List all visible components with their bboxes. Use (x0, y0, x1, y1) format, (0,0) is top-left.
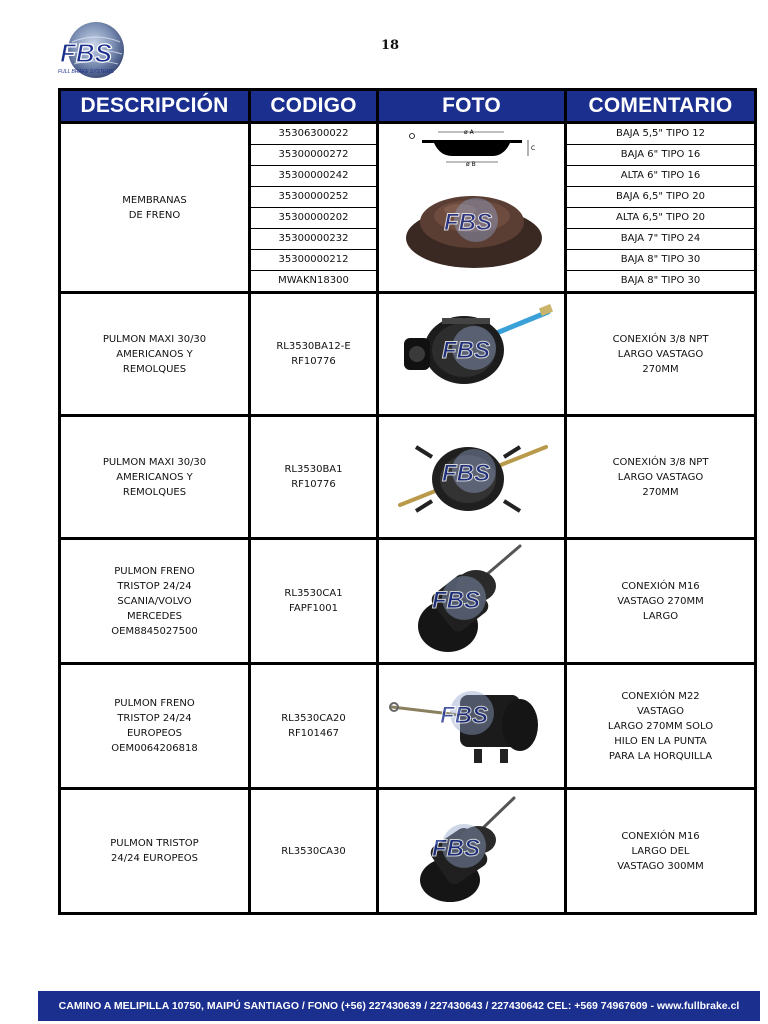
description-cell (60, 123, 250, 293)
code-value: RL3530CA1 (284, 588, 343, 599)
comment-cell (566, 664, 756, 789)
code-value: RL3530BA12-E (276, 341, 351, 352)
fbs-logo (54, 20, 132, 82)
comment-value: BAJA 5,5" TIPO 12 (567, 124, 754, 145)
description-line: OEM8845027500 (111, 625, 198, 637)
description-line: TRISTOP 24/24 (117, 580, 192, 592)
comment-cell (566, 789, 756, 914)
code-value: RL3530BA1 (284, 464, 343, 475)
code-value: 35300000232 (251, 229, 376, 250)
code-value: 35300000242 (251, 166, 376, 187)
tristop-chamber-photo (380, 665, 564, 783)
description-line: MEMBRANAS (122, 194, 187, 206)
code-value: 35300000212 (251, 250, 376, 271)
svg-text:FBS: FBS (431, 835, 480, 862)
comment-line: LARGO VASTAGO (617, 348, 704, 360)
photo-cell (378, 664, 566, 789)
photo-cell (378, 123, 566, 293)
code-value: 35306300022 (251, 124, 376, 145)
svg-text:C: C (530, 144, 535, 152)
table-row (60, 123, 756, 293)
comment-value: BAJA 8" TIPO 30 (620, 275, 701, 286)
code-value: MWAKN18300 (278, 275, 349, 286)
description-line: REMOLQUES (122, 486, 187, 498)
comment-value: BAJA 7" TIPO 24 (567, 229, 754, 250)
comment-cell (566, 123, 756, 293)
description-cell (60, 789, 250, 914)
description-line: MERCEDES (126, 610, 183, 622)
description-cell (60, 664, 250, 789)
comment-line: CONEXIÓN 3/8 NPT (612, 456, 709, 468)
comment-line: CONEXIÓN M16 (621, 580, 700, 592)
description-line: TRISTOP 24/24 (117, 713, 192, 724)
code-cell (250, 416, 378, 539)
header-descripcion: DESCRIPCIÓN (60, 90, 250, 123)
code-value: RL3530CA20 (281, 713, 346, 724)
code-value: RL3530CA30 (281, 845, 346, 857)
comment-line: VASTAGO (636, 705, 684, 717)
description-line: OEM0064206818 (111, 743, 198, 754)
svg-text:FULL BRAKE SYSTEMS: FULL BRAKE SYSTEMS (58, 69, 114, 75)
code-value: 35300000202 (251, 208, 376, 229)
membrane-photo (380, 126, 564, 286)
page-number: 18 (380, 38, 400, 53)
photo-cell (378, 789, 566, 914)
description-line: AMERICANOS Y (116, 471, 193, 483)
header-comentario: COMENTARIO (566, 90, 756, 123)
comment-line: CONEXIÓN M16 (621, 830, 700, 842)
comment-line: PARA LA HORQUILLA (608, 750, 713, 762)
comment-cell (566, 539, 756, 664)
comment-line: VASTAGO 270MM (617, 595, 704, 607)
svg-text:FBS: FBS (431, 587, 480, 614)
description-line: 24/24 EUROPEOS (110, 853, 199, 864)
watermark-logo (440, 691, 494, 735)
svg-text:FBS: FBS (443, 208, 492, 236)
description-line: PULMON MAXI 30/30 (102, 456, 207, 468)
comment-line: 270MM (642, 363, 679, 375)
svg-text:FBS: FBS (439, 702, 488, 729)
photo-cell (378, 539, 566, 664)
comment-line: HILO EN LA PUNTA (614, 735, 707, 747)
comment-line: CONEXIÓN 3/8 NPT (612, 333, 709, 345)
code-value: RF10776 (291, 479, 336, 490)
description-line: SCANIA/VOLVO (117, 595, 192, 607)
code-value: RF10776 (291, 356, 336, 367)
description-line: EUROPEOS (126, 728, 183, 739)
svg-text:FBS: FBS (60, 38, 112, 68)
code-cell (250, 293, 378, 416)
header-codigo: CODIGO (250, 90, 378, 123)
svg-text:FBS: FBS (441, 460, 490, 487)
description-line: PULMON FRENO (114, 565, 195, 577)
description-line: DE FRENO (128, 209, 181, 221)
code-value: 35300000252 (251, 187, 376, 208)
comment-line: LARGO 270MM SOLO (607, 720, 714, 732)
code-cell (250, 664, 378, 789)
comment-cell (566, 293, 756, 416)
watermark-logo (432, 576, 486, 620)
header-row (60, 90, 756, 123)
svg-text:ø B: ø B (465, 160, 476, 168)
comment-line: LARGO DEL (631, 845, 690, 857)
comment-line: LARGO VASTAGO (617, 471, 704, 483)
code-cell (250, 123, 378, 293)
table-row (60, 664, 756, 789)
membrane-diagram (409, 129, 535, 168)
comment-value: BAJA 8" TIPO 30 (567, 250, 754, 271)
watermark-logo (432, 824, 486, 868)
header-foto: FOTO (378, 90, 566, 123)
photo-cell (378, 293, 566, 416)
description-line: PULMON TRISTOP (110, 838, 199, 849)
code-cell (250, 789, 378, 914)
description-cell (60, 539, 250, 664)
table-row (60, 789, 756, 914)
comment-line: CONEXIÓN M22 (621, 690, 700, 702)
comment-value: BAJA 6,5" TIPO 20 (567, 187, 754, 208)
table-row (60, 539, 756, 664)
description-line: AMERICANOS Y (116, 348, 193, 360)
comment-value: ALTA 6" TIPO 16 (567, 166, 754, 187)
description-line: REMOLQUES (122, 363, 187, 375)
svg-text:ø A: ø A (463, 128, 474, 136)
code-cell (250, 539, 378, 664)
comment-value: BAJA 6" TIPO 16 (567, 145, 754, 166)
comment-line: 270MM (642, 486, 679, 498)
code-value: RF101467 (288, 728, 339, 739)
table-row (60, 293, 756, 416)
brake-chamber-photo (380, 417, 564, 533)
svg-text:FBS: FBS (441, 337, 490, 364)
tristop-chamber-photo (380, 790, 564, 908)
comment-line: VASTAGO 300MM (617, 860, 704, 872)
tristop-chamber-photo (380, 540, 564, 658)
photo-cell (378, 416, 566, 539)
comment-value: ALTA 6,5" TIPO 20 (567, 208, 754, 229)
comment-line: LARGO (642, 610, 679, 622)
description-line: PULMON FRENO (114, 698, 195, 709)
brake-chamber-photo (380, 294, 564, 410)
table-row (60, 416, 756, 539)
description-line: PULMON MAXI 30/30 (102, 333, 207, 345)
comment-cell (566, 416, 756, 539)
description-cell (60, 293, 250, 416)
catalog-table (58, 88, 757, 915)
description-cell (60, 416, 250, 539)
footer-contact-bar: CAMINO A MELIPILLA 10750, MAIPÚ SANTIAGO / FONO (+56) 227430639 / 227430643 / 227430642 CEL: +569 74967609 - www.fullbrake.cl (38, 991, 760, 1021)
code-value: 35300000272 (251, 145, 376, 166)
code-value: FAPF1001 (289, 603, 338, 614)
